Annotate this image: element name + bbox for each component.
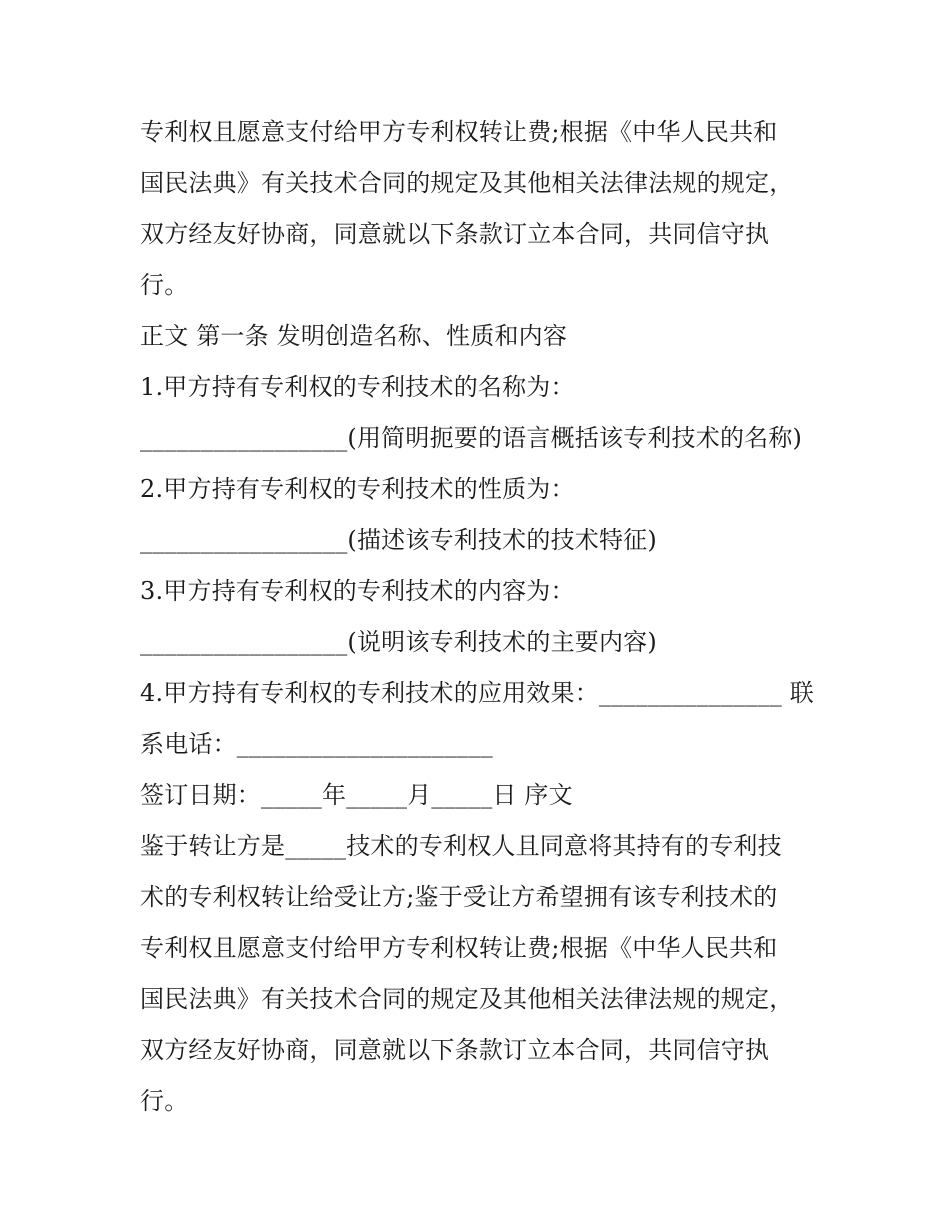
line-text: 1.甲方持有专利权的专利技术的名称为：: [140, 373, 575, 401]
fill-in-blank-line: [140, 622, 820, 673]
signing-date-line: [140, 775, 820, 826]
paragraph-line: [140, 979, 820, 1030]
phone-line: [140, 724, 820, 775]
line-text: 行。: [140, 271, 189, 299]
line-text: 鉴于转让方是_____技术的专利权人且同意将其持有的专利技: [140, 832, 782, 860]
clause-item: [140, 673, 820, 724]
clause-item: [140, 571, 820, 622]
paragraph-line: [140, 1081, 820, 1132]
paragraph-line: [140, 1030, 820, 1081]
line-text: 国民法典》有关技术合同的规定及其他相关法律法规的规定，: [140, 985, 794, 1013]
clause-item: [140, 367, 820, 418]
line-text: 2.甲方持有专利权的专利技术的性质为：: [140, 475, 575, 503]
line-text: 签订日期：_____年_____月_____日 序文: [140, 781, 573, 809]
paragraph-line: [140, 928, 820, 979]
paragraph-line: [140, 265, 820, 316]
line-text: _________________(描述该专利技术的技术特征): [140, 526, 657, 554]
line-text: 正文 第一条 发明创造名称、性质和内容: [140, 322, 568, 350]
line-text: 国民法典》有关技术合同的规定及其他相关法律法规的规定，: [140, 169, 794, 197]
line-text: 双方经友好协商，同意就以下条款订立本合同，共同信守执: [140, 220, 770, 248]
paragraph-line: [140, 163, 820, 214]
fill-in-blank-line: [140, 418, 820, 469]
line-text: 3.甲方持有专利权的专利技术的内容为：: [140, 577, 575, 605]
paragraph-line: [140, 112, 820, 163]
fill-in-blank-line: [140, 520, 820, 571]
clause-item: [140, 469, 820, 520]
paragraph-line: [140, 826, 820, 877]
line-text: 4.甲方持有专利权的专利技术的应用效果：_______________ 联: [140, 679, 814, 707]
line-text: 系电话：_____________________: [140, 730, 493, 758]
line-text: 术的专利权转让给受让方;鉴于受让方希望拥有该专利技术的: [140, 883, 778, 911]
paragraph-line: [140, 214, 820, 265]
line-text: 专利权且愿意支付给甲方专利权转让费;根据《中华人民共和: [140, 118, 778, 146]
line-text: 行。: [140, 1087, 189, 1115]
paragraph-line: [140, 877, 820, 928]
line-text: 双方经友好协商，同意就以下条款订立本合同，共同信守执: [140, 1036, 770, 1064]
section-heading: [140, 316, 820, 367]
line-text: 专利权且愿意支付给甲方专利权转让费;根据《中华人民共和: [140, 934, 778, 962]
document-body: [140, 112, 820, 1132]
line-text: _________________(说明该专利技术的主要内容): [140, 628, 657, 656]
line-text: _________________(用简明扼要的语言概括该专利技术的名称): [140, 424, 803, 452]
